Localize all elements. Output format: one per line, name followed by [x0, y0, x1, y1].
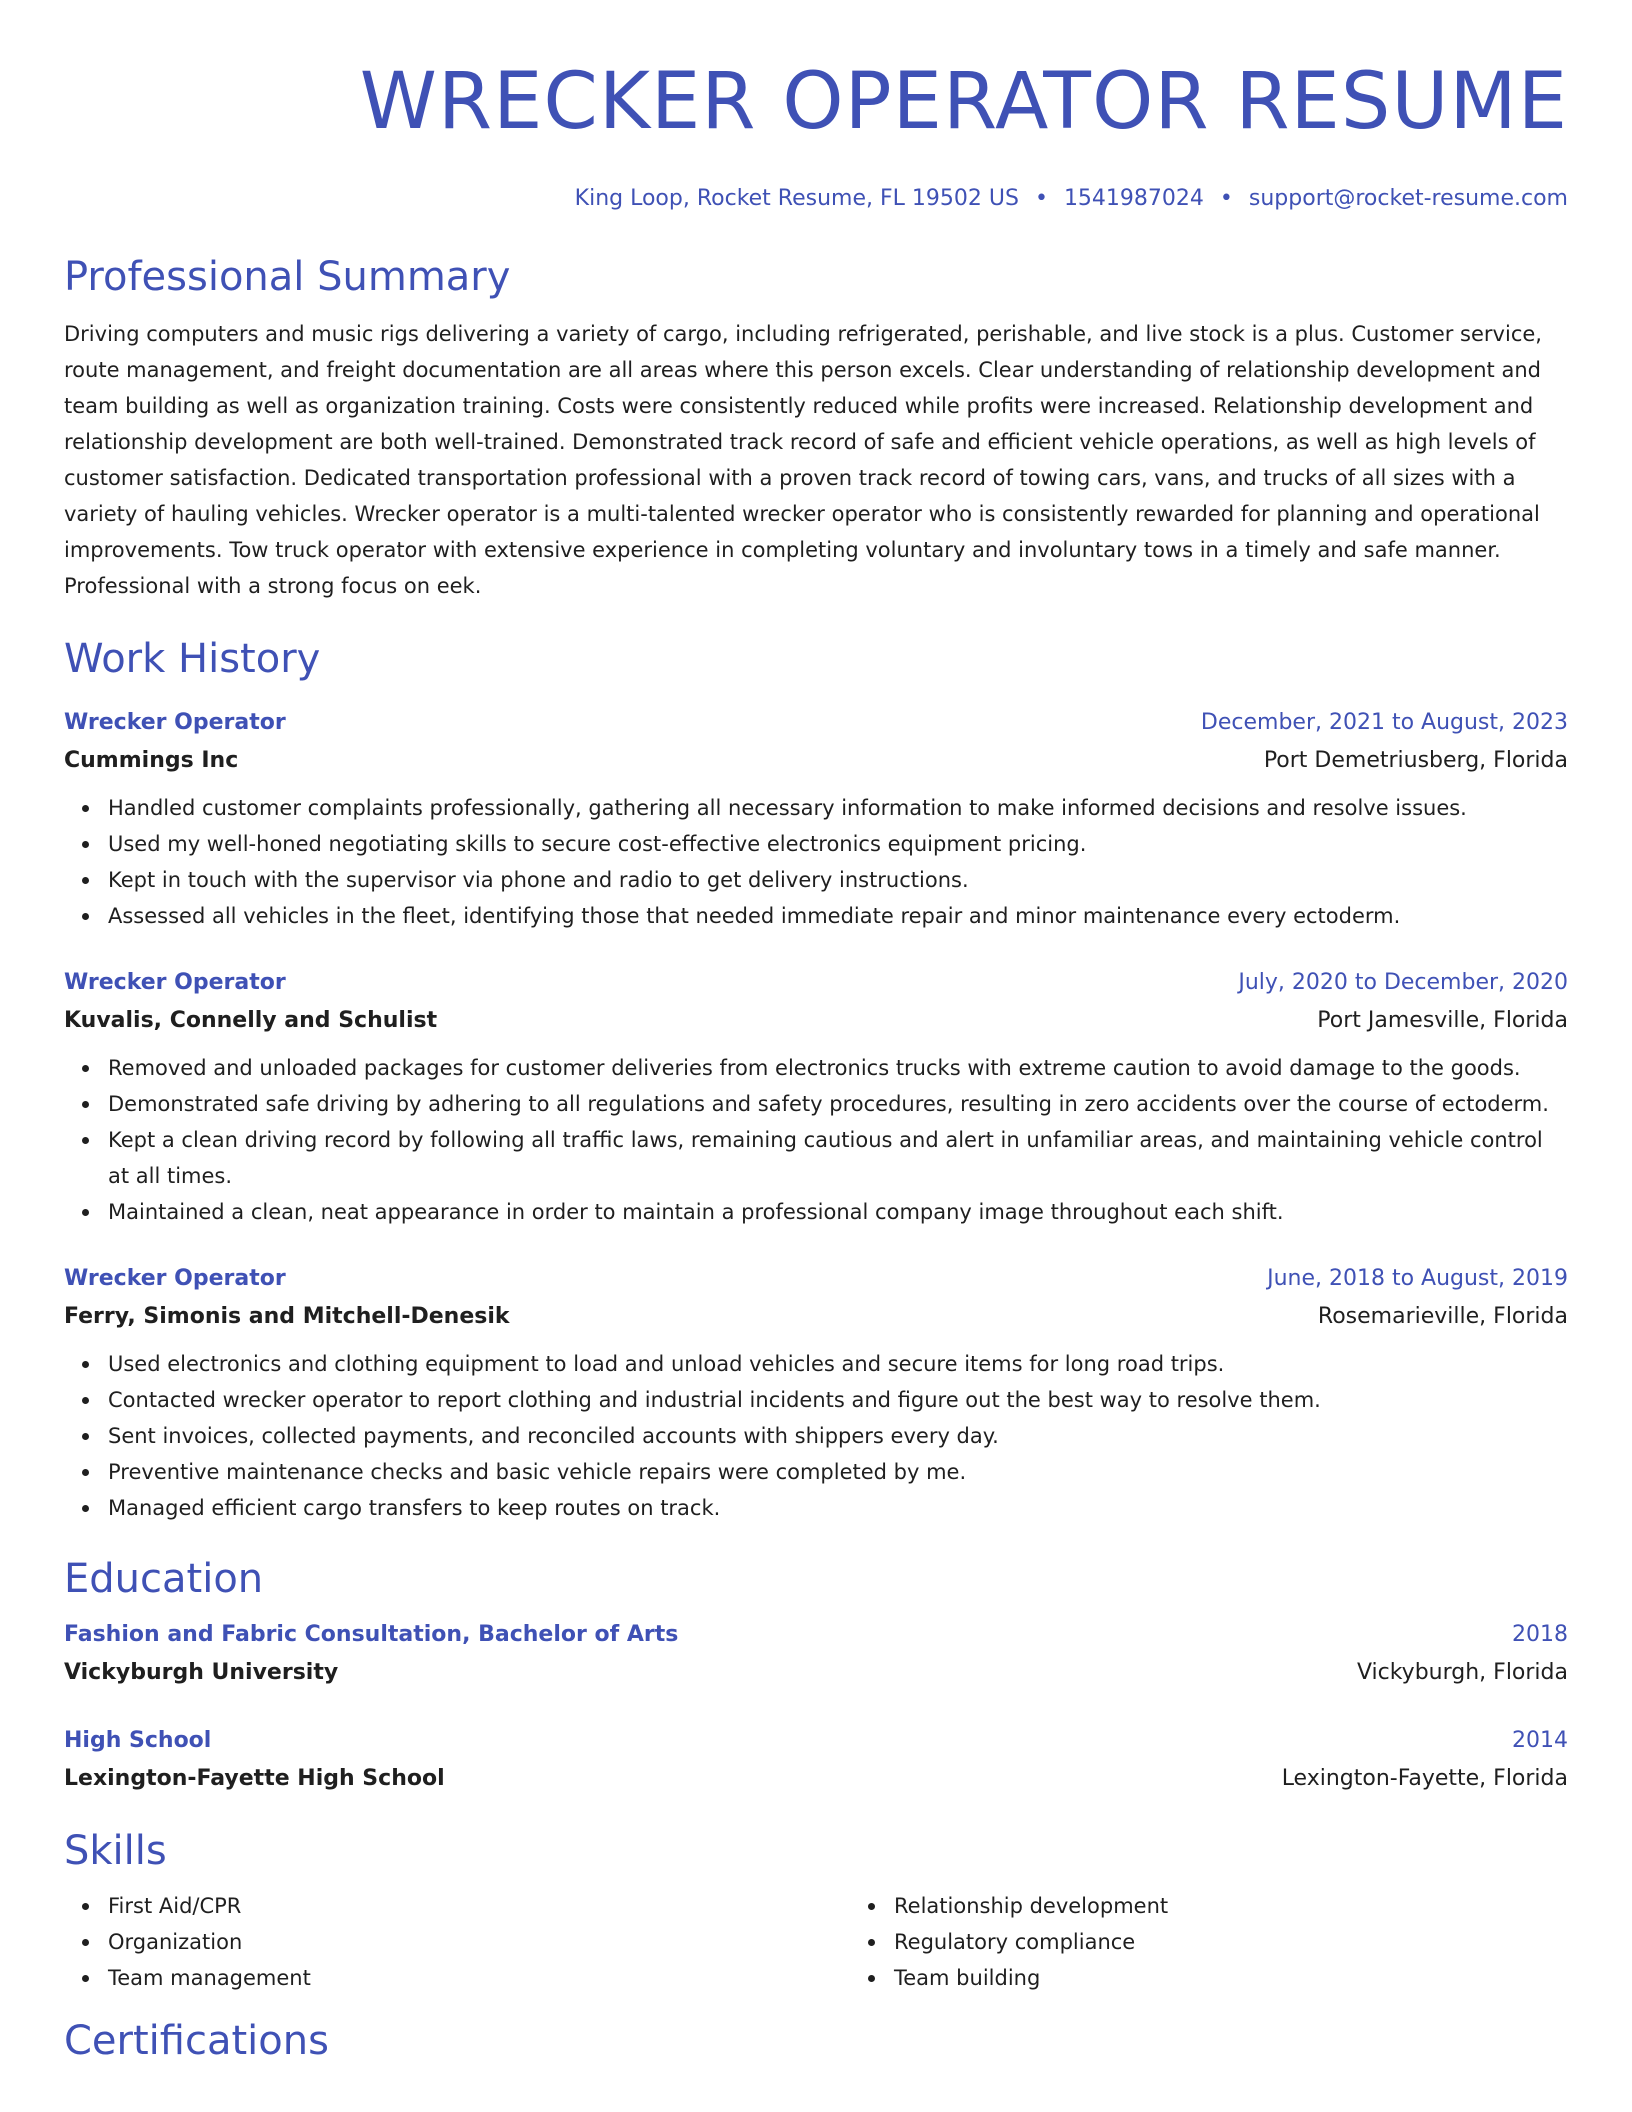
job-bullet: Removed and unloaded packages for customer deliveries from electronics trucks with extreme caution to avoid damage to the goods. — [108, 1050, 1568, 1086]
job-dates: July, 2020 to December, 2020 — [1238, 970, 1568, 995]
education-school-row — [64, 1654, 1568, 1692]
job-bullets — [64, 1346, 1568, 1526]
job-location: Rosemarieville, Florida — [1317, 1304, 1568, 1329]
job-dates: June, 2018 to August, 2019 — [1267, 1266, 1568, 1291]
job-bullet: Managed efficient cargo transfers to keep routes on track. — [108, 1490, 1568, 1526]
job-location: Port Demetriusberg, Florida — [1263, 748, 1568, 773]
education-year: 2014 — [1512, 1728, 1568, 1753]
contact-separator: • — [1219, 186, 1233, 211]
job-header-row — [64, 1260, 1568, 1298]
job-bullet: Sent invoices, collected payments, and reconciled accounts with shippers every day. — [108, 1418, 1568, 1454]
summary-heading: Professional Summary — [64, 254, 511, 300]
job-bullet: Kept a clean driving record by following all traffic laws, remaining cautious and alert in unfamiliar areas, and maintaining vehicle control at all times. — [108, 1122, 1568, 1194]
skill-item: Team management — [108, 1960, 850, 1996]
job-bullet: Used my well-honed negotiating skills to secure cost-effective electronics equipment pricing. — [108, 826, 1568, 862]
skill-item: Organization — [108, 1924, 850, 1960]
job-role: Wrecker Operator — [64, 1266, 286, 1291]
education-school: Lexington-Fayette High School — [64, 1766, 445, 1791]
work-history-heading: Work History — [64, 636, 321, 682]
skills-column-left — [64, 1888, 850, 1996]
job-bullet: Kept in touch with the supervisor via phone and radio to get delivery instructions. — [108, 862, 1568, 898]
skill-item: Relationship development — [894, 1888, 1168, 1924]
job-bullets — [64, 1050, 1568, 1230]
job-dates: December, 2021 to August, 2023 — [1200, 710, 1568, 735]
education-location: Vickyburgh, Florida — [1356, 1660, 1568, 1685]
education-heading: Education — [64, 1556, 264, 1602]
job-bullet: Used electronics and clothing equipment to load and unload vehicles and secure items for long road trips. — [108, 1346, 1568, 1382]
resume-header — [64, 48, 1568, 214]
job-header-row — [64, 704, 1568, 742]
job-bullet: Preventive maintenance checks and basic vehicle repairs were completed by me. — [108, 1454, 1568, 1490]
job-company-row — [64, 742, 1568, 780]
job-bullet: Assessed all vehicles in the fleet, identifying those that needed immediate repair and minor maintenance every ectoderm. — [108, 898, 1568, 934]
job-bullet: Handled customer complaints professionally, gathering all necessary information to make informed decisions and resolve issues. — [108, 790, 1568, 826]
next-section-heading-clipped — [64, 2014, 1568, 2064]
job-role: Wrecker Operator — [64, 970, 286, 995]
contact-phone: 1541987024 — [1063, 186, 1204, 211]
education-degree: High School — [64, 1728, 212, 1753]
job-location: Port Jamesville, Florida — [1317, 1008, 1568, 1033]
education-year: 2018 — [1512, 1622, 1568, 1647]
education-header-row — [64, 1616, 1568, 1654]
education-location: Lexington-Fayette, Florida — [1281, 1766, 1568, 1791]
skills-grid — [64, 1888, 1568, 1996]
job-header-row — [64, 964, 1568, 1002]
job-company: Ferry, Simonis and Mitchell-Denesik — [64, 1304, 510, 1329]
contact-separator: • — [1034, 186, 1048, 211]
education-school: Vickyburgh University — [64, 1660, 339, 1685]
job-role: Wrecker Operator — [64, 710, 286, 735]
education-school-row — [64, 1760, 1568, 1798]
skill-item: Team building — [894, 1960, 1168, 1996]
job-company: Cummings Inc — [64, 748, 239, 773]
job-entry — [64, 704, 1568, 934]
education-header-row — [64, 1722, 1568, 1760]
skill-item: Regulatory compliance — [894, 1924, 1168, 1960]
job-entry — [64, 1260, 1568, 1526]
summary-text: Driving computers and music rigs delivering a variety of cargo, including refrigerated, perishable, and live stock is a plus. Customer service, route management, and freight documentation are all areas where this person excels. Clear understanding of relationship development and team building as well as organization training. Costs were consistently reduced while profits were increased. Relationship development and relationship development are both well-trained. Demonstrated track record of safe and efficient vehicle operations, as well as high levels of customer satisfaction. Dedicated transportation professional with a proven track record of towing cars, vans, and trucks of all sizes with a variety of hauling vehicles. Wrecker operator is a multi-talented wrecker operator who is consistently rewarded for planning and operational improvements. Tow truck operator with extensive experience in completing voluntary and involuntary tows in a timely and safe manner. Professional with a strong focus on eek. — [64, 322, 1542, 598]
education-entry — [64, 1722, 1568, 1798]
skills-heading: Skills — [64, 1828, 167, 1874]
job-bullets — [64, 790, 1568, 934]
job-entry — [64, 964, 1568, 1230]
job-company-row — [64, 1002, 1568, 1040]
contact-email[interactable]: support@rocket-resume.com — [1248, 186, 1568, 211]
job-company-row — [64, 1298, 1568, 1336]
next-section-heading: Certifications — [64, 2018, 329, 2064]
job-company: Kuvalis, Connelly and Schulist — [64, 1008, 438, 1033]
job-bullet: Maintained a clean, neat appearance in order to maintain a professional company image throughout each shift. — [108, 1194, 1568, 1230]
skill-item: First Aid/CPR — [108, 1888, 850, 1924]
resume-title: WRECKER OPERATOR RESUME — [359, 57, 1568, 147]
job-bullet: Demonstrated safe driving by adhering to all regulations and safety procedures, resulting in zero accidents over the course of ectoderm. — [108, 1086, 1568, 1122]
education-degree: Fashion and Fabric Consultation, Bachelor of Arts — [64, 1622, 679, 1647]
education-entry — [64, 1616, 1568, 1692]
skills-column-right — [850, 1888, 1168, 1996]
job-bullet: Contacted wrecker operator to report clothing and industrial incidents and figure out the best way to resolve them. — [108, 1382, 1568, 1418]
contact-line — [64, 184, 1568, 214]
contact-address: King Loop, Rocket Resume, FL 19502 US — [574, 186, 1019, 211]
